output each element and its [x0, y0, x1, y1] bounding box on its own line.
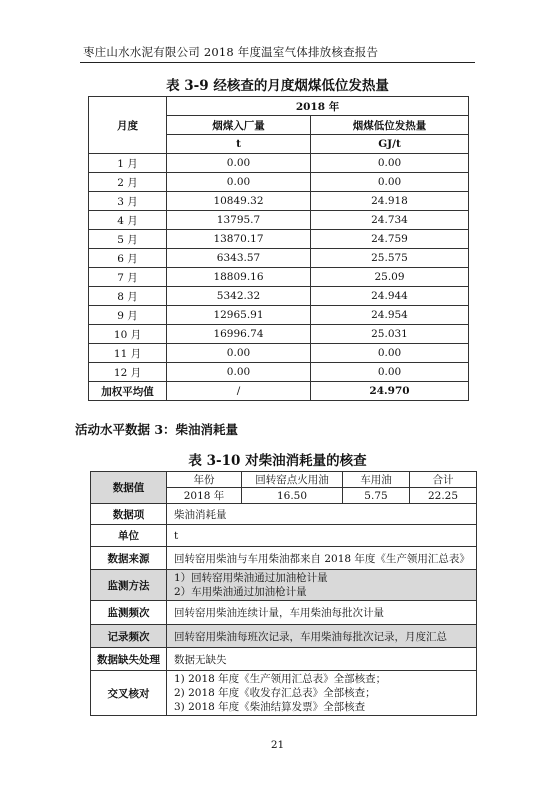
- table-row: [89, 344, 469, 363]
- monthly-heat-table: [88, 96, 469, 401]
- missing-value: 数据无缺失: [167, 648, 477, 671]
- method-label: 监测方法: [91, 570, 167, 601]
- t2-header-vehicle: 车用油: [343, 472, 410, 488]
- source-label: 数据来源: [91, 547, 167, 570]
- amount-cell: 6343.57: [167, 249, 311, 268]
- amount-cell: 0.00: [167, 344, 311, 363]
- cross-line: 2) 2018 年度《收发存汇总表》全部核查；: [174, 687, 376, 699]
- amount-cell: 10849.32: [167, 192, 311, 211]
- section-heading: 活动水平数据 3：柴油消耗量: [75, 422, 239, 437]
- avg-amount: /: [167, 382, 311, 401]
- amount-header: 烟煤入厂量: [167, 116, 311, 135]
- year-header: 2018 年: [167, 97, 469, 116]
- t2-value-kiln: 16.50: [242, 488, 343, 504]
- heat-cell: 25.575: [311, 249, 469, 268]
- item-value: 柴油消耗量: [167, 504, 477, 525]
- table-row: [89, 211, 469, 230]
- diesel-check-table: [90, 471, 477, 716]
- amount-cell: 13870.17: [167, 230, 311, 249]
- table-row: [89, 230, 469, 249]
- heat-cell: 24.918: [311, 192, 469, 211]
- page-header: 枣庄山水水泥有限公司 2018 年度温室气体排放核查报告: [83, 45, 379, 59]
- month-cell: 3 月: [89, 192, 167, 211]
- amount-cell: 0.00: [167, 173, 311, 192]
- table-row: [89, 325, 469, 344]
- avg-heat: 24.970: [311, 382, 469, 401]
- month-cell: 2 月: [89, 173, 167, 192]
- table2-caption: 表 3-10 对柴油消耗量的核查: [188, 453, 367, 469]
- table-row: [89, 249, 469, 268]
- amount-cell: 5342.32: [167, 287, 311, 306]
- month-cell: 11 月: [89, 344, 167, 363]
- heat-cell: 24.759: [311, 230, 469, 249]
- heat-cell: 0.00: [311, 363, 469, 382]
- record-value: 回转窑用柴油每班次记录，车用柴油每批次记录，月度汇总: [167, 625, 477, 648]
- amount-cell: 13795.7: [167, 211, 311, 230]
- heat-cell: 0.00: [311, 173, 469, 192]
- unit-value: t: [167, 525, 477, 547]
- month-cell: 10 月: [89, 325, 167, 344]
- missing-label: 数据缺失处理: [91, 648, 167, 671]
- heat-header: 烟煤低位发热量: [311, 116, 469, 135]
- table-row: [89, 363, 469, 382]
- amount-cell: 0.00: [167, 154, 311, 173]
- month-cell: 1 月: [89, 154, 167, 173]
- heat-unit: GJ/t: [311, 135, 469, 154]
- t2-header-year: 年份: [167, 472, 242, 488]
- page-number: 21: [270, 739, 285, 751]
- method-line: 2）车用柴油通过加油枪计量: [174, 586, 307, 598]
- amount-unit: t: [167, 135, 311, 154]
- table-row: [89, 268, 469, 287]
- t2-header-total: 合计: [410, 472, 477, 488]
- unit-label: 单位: [91, 525, 167, 547]
- method-value: [167, 570, 477, 601]
- month-cell: 12 月: [89, 363, 167, 382]
- month-cell: 6 月: [89, 249, 167, 268]
- heat-cell: 0.00: [311, 344, 469, 363]
- month-cell: 5 月: [89, 230, 167, 249]
- heat-cell: 24.944: [311, 287, 469, 306]
- cross-line: 3) 2018 年度《柴油结算发票》全部核查: [174, 701, 366, 713]
- heat-cell: 24.734: [311, 211, 469, 230]
- t2-value-year: 2018 年: [167, 488, 242, 504]
- item-label: 数据项: [91, 504, 167, 525]
- record-label: 记录频次: [91, 625, 167, 648]
- freq-value: 回转窑用柴油连续计量，车用柴油每批次计量: [167, 601, 477, 625]
- cross-label: 交叉核对: [91, 671, 167, 716]
- table-row: [89, 306, 469, 325]
- amount-cell: 12965.91: [167, 306, 311, 325]
- amount-cell: 0.00: [167, 363, 311, 382]
- heat-cell: 0.00: [311, 154, 469, 173]
- table-row: [89, 154, 469, 173]
- t2-value-total: 22.25: [410, 488, 477, 504]
- month-cell: 8 月: [89, 287, 167, 306]
- heat-cell: 25.031: [311, 325, 469, 344]
- avg-label: 加权平均值: [89, 382, 167, 401]
- month-cell: 9 月: [89, 306, 167, 325]
- table1-caption: 表 3-9 经核查的月度烟煤低位发热量: [166, 78, 389, 94]
- header-divider: [80, 62, 475, 63]
- month-header: 月度: [89, 97, 167, 154]
- cross-line: 1) 2018 年度《生产领用汇总表》全部核查；: [174, 673, 387, 685]
- table-row: [89, 287, 469, 306]
- freq-label: 监测频次: [91, 601, 167, 625]
- t2-value-vehicle: 5.75: [343, 488, 410, 504]
- heat-cell: 25.09: [311, 268, 469, 287]
- method-line: 1）回转窑用柴油通过加油枪计量: [174, 572, 328, 584]
- table-row: [89, 192, 469, 211]
- month-cell: 4 月: [89, 211, 167, 230]
- cross-value: [167, 671, 477, 716]
- table-row: [89, 173, 469, 192]
- month-cell: 7 月: [89, 268, 167, 287]
- source-value: 回转窑用柴油与车用柴油都来自 2018 年度《生产领用汇总表》: [167, 547, 477, 570]
- amount-cell: 18809.16: [167, 268, 311, 287]
- data-value-label: 数据值: [91, 472, 167, 504]
- amount-cell: 16996.74: [167, 325, 311, 344]
- t2-header-kiln: 回转窑点火用油: [242, 472, 343, 488]
- heat-cell: 24.954: [311, 306, 469, 325]
